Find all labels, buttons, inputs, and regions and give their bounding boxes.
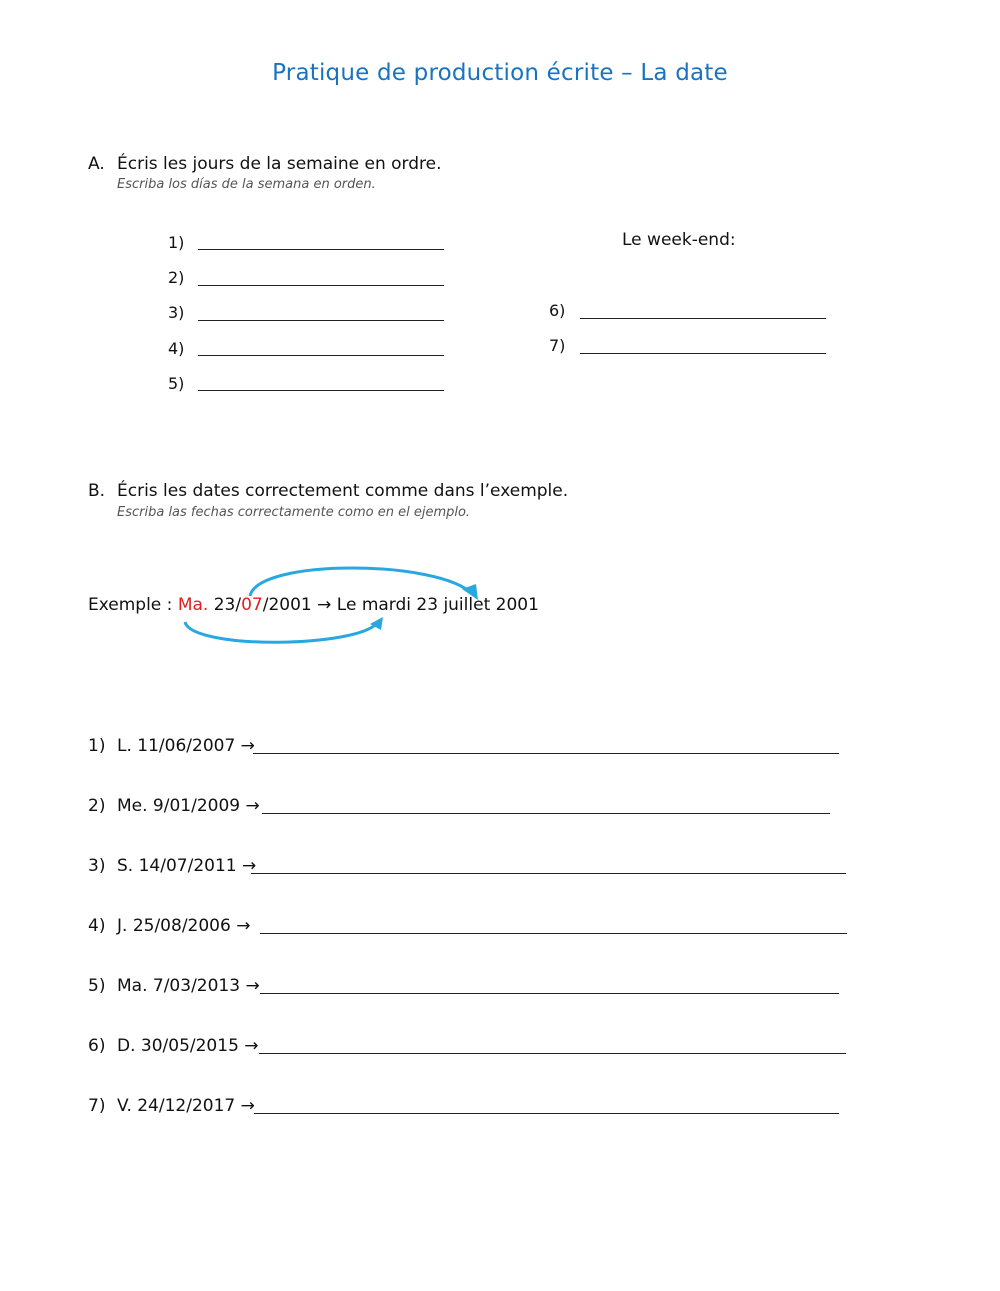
day-number-1: 1) (168, 233, 185, 252)
item-number-5: 5) (88, 976, 106, 996)
day-number-5: 5) (168, 374, 185, 393)
item-answer-line-5[interactable] (260, 993, 839, 994)
section-a-instruction: Écris les jours de la semaine en ordre. (117, 154, 442, 174)
section-b-letter: B. (88, 481, 106, 501)
item-prompt-1: L. 11/06/2007 → (117, 736, 255, 756)
day-number-2: 2) (168, 268, 185, 287)
example-day-num: 23/ (213, 595, 242, 615)
example-year: /2001 (262, 595, 312, 615)
day-number-6: 6) (549, 301, 566, 320)
example-month-num: 07 (241, 595, 263, 615)
day-number-4: 4) (168, 339, 185, 358)
item-number-2: 2) (88, 796, 106, 816)
item-answer-line-3[interactable] (251, 873, 846, 874)
item-answer-line-7[interactable] (254, 1113, 839, 1114)
example-label: Exemple : (88, 595, 173, 615)
item-answer-line-6[interactable] (259, 1053, 846, 1054)
item-number-3: 3) (88, 856, 106, 876)
item-prompt-5: Ma. 7/03/2013 → (117, 976, 260, 996)
example-arrow: → (317, 595, 332, 615)
example-line (88, 595, 539, 615)
page-title: Pratique de production écrite – La date (272, 60, 728, 86)
item-number-1: 1) (88, 736, 106, 756)
example-arc-top (250, 568, 472, 596)
item-answer-line-1[interactable] (253, 753, 839, 754)
item-number-7: 7) (88, 1096, 106, 1116)
section-b-instruction: Écris les dates correctement comme dans l’exemple. (117, 481, 569, 501)
section-b-translation: Escriba las fechas correctamente como en el ejemplo. (117, 505, 471, 520)
item-prompt-4: J. 25/08/2006 → (117, 916, 251, 936)
item-prompt-3: S. 14/07/2011 → (117, 856, 257, 876)
item-answer-line-4[interactable] (260, 933, 847, 934)
item-answer-line-2[interactable] (262, 813, 830, 814)
item-number-4: 4) (88, 916, 106, 936)
day-number-3: 3) (168, 303, 185, 322)
example-day-abbr: Ma. (177, 595, 209, 615)
item-number-6: 6) (88, 1036, 106, 1056)
section-a-translation: Escriba los días de la semana en orden. (117, 177, 376, 192)
day-number-7: 7) (549, 336, 566, 355)
weekend-label: Le week-end: (622, 230, 736, 250)
item-prompt-7: V. 24/12/2017 → (117, 1096, 255, 1116)
example-answer: Le mardi 23 juillet 2001 (336, 595, 539, 615)
example-arc-bottom (185, 622, 378, 642)
section-a-letter: A. (88, 154, 105, 174)
item-prompt-6: D. 30/05/2015 → (117, 1036, 259, 1056)
item-prompt-2: Me. 9/01/2009 → (117, 796, 260, 816)
